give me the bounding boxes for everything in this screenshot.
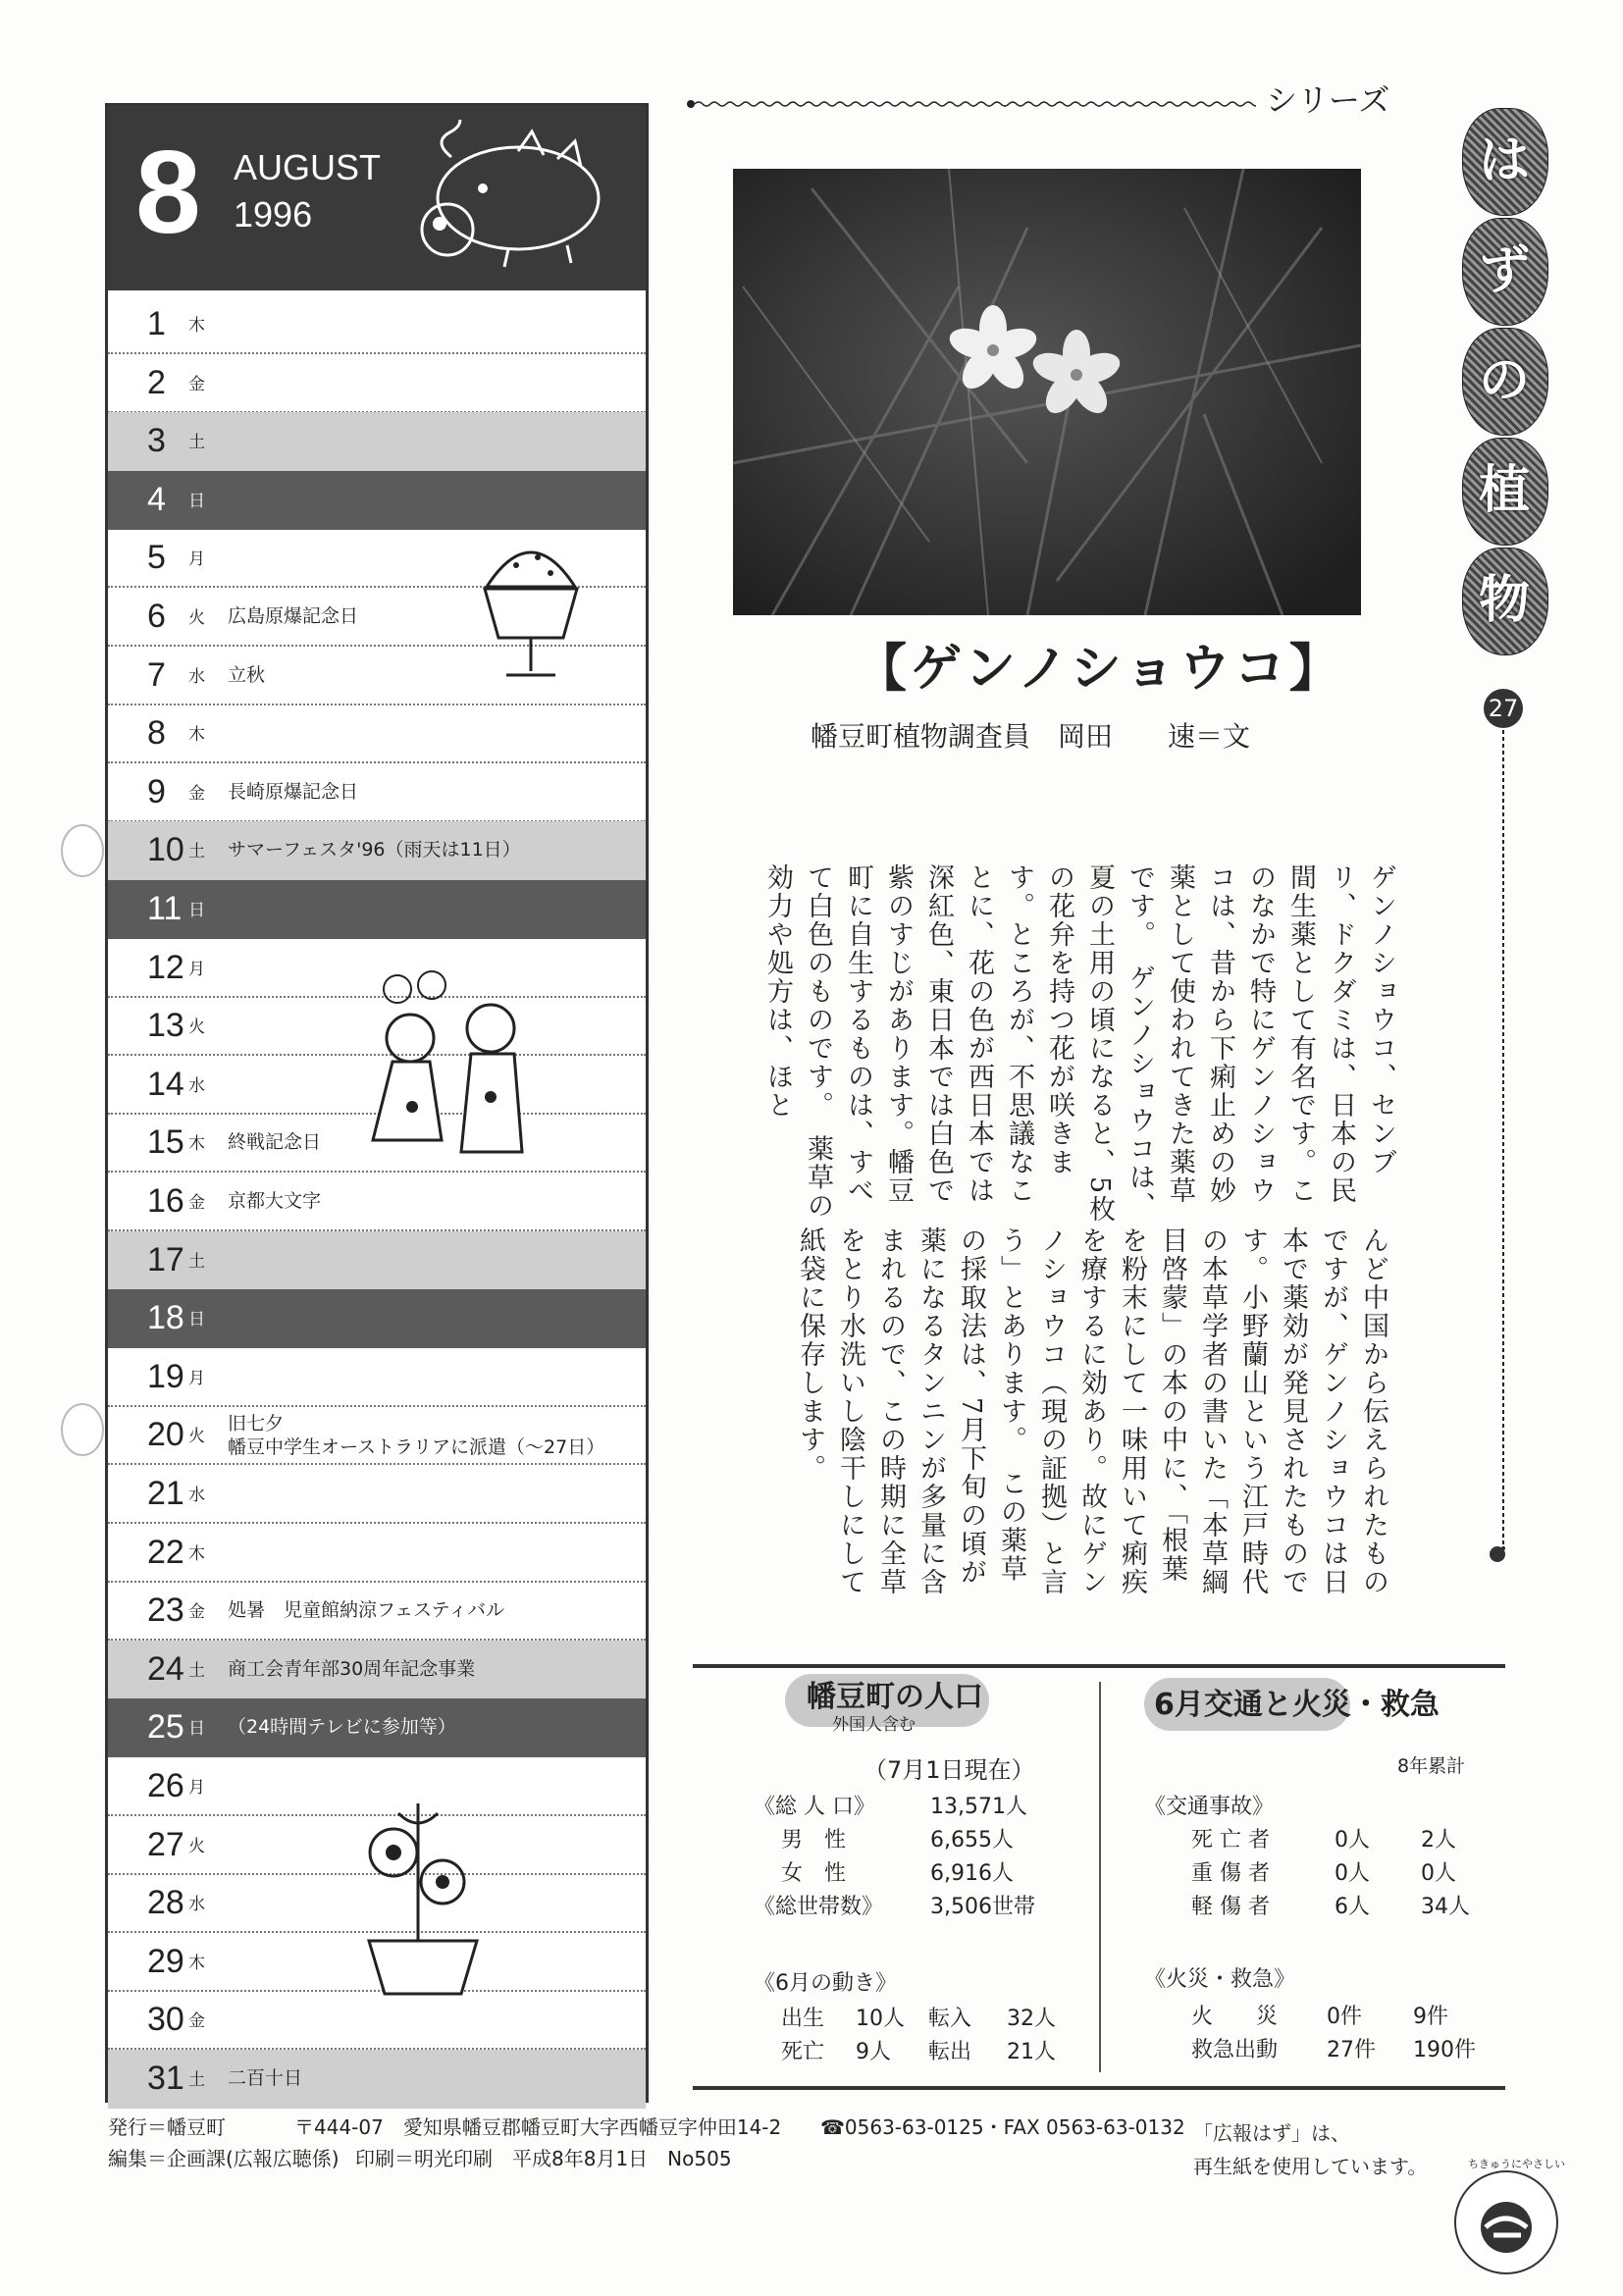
- day-weekday: 日: [188, 491, 205, 511]
- day-number: 1: [147, 305, 166, 342]
- day-weekday: 金: [188, 783, 205, 804]
- calendar-day-19: [108, 1348, 646, 1407]
- series-wavy-line: [687, 100, 1256, 108]
- day-number: 9: [147, 772, 166, 810]
- fire-total: 190件: [1413, 2038, 1476, 2062]
- stats-top-rule: [693, 1664, 1505, 1668]
- series-title-vertical: [1462, 108, 1546, 657]
- day-number: 17: [147, 1240, 184, 1278]
- traffic-cumulative-label: 8年累計: [1397, 1755, 1466, 1777]
- accident-month: 0人: [1335, 1828, 1370, 1852]
- traffic-fire-title: 《火災・救急》: [1144, 1967, 1296, 1992]
- population-value: 6,655人: [930, 1828, 1014, 1852]
- population-moves-title: 《6月の動き》: [754, 1971, 897, 1996]
- day-event: 京都大文字: [228, 1190, 322, 1212]
- day-number: 25: [147, 1708, 184, 1747]
- day-weekday: 火: [188, 1836, 205, 1856]
- day-weekday: 金: [188, 2011, 205, 2032]
- day-event: 長崎原爆記念日: [228, 780, 359, 803]
- piggy-bank-illustration: [400, 120, 626, 277]
- calendar-day-18: [108, 1289, 646, 1348]
- population-value: 3,506世帯: [930, 1895, 1035, 1919]
- move-label: 転出: [928, 2040, 972, 2064]
- day-number: 21: [147, 1475, 184, 1512]
- population-date: （7月1日現在）: [864, 1756, 1035, 1784]
- accident-label: 軽 傷 者: [1191, 1895, 1270, 1919]
- side-wavy-line: [1501, 730, 1505, 1554]
- punch-hole: [61, 1403, 104, 1456]
- fire-label: 救急出動: [1191, 2038, 1279, 2062]
- population-label: 女 性: [781, 1861, 847, 1886]
- day-event: サマーフェスタ'96（雨天は11日）: [228, 839, 521, 861]
- calendar-day-23: [108, 1582, 646, 1641]
- day-event: 旧七夕 幡豆中学生オーストラリアに派遣（〜27日）: [228, 1413, 605, 1459]
- day-number: 19: [147, 1357, 184, 1395]
- day-number: 14: [147, 1065, 184, 1103]
- calendar-day-11: [108, 880, 646, 939]
- move-label: 出生: [781, 2007, 825, 2031]
- day-weekday: 水: [188, 1075, 205, 1096]
- fire-total: 9件: [1413, 2005, 1448, 2029]
- calendar-day-1: [108, 295, 646, 354]
- day-number: 30: [147, 2001, 184, 2039]
- stats-bottom-rule: [693, 2086, 1505, 2090]
- day-weekday: 水: [188, 666, 205, 687]
- shaved-ice-illustration: [477, 528, 585, 695]
- day-weekday: 水: [188, 1895, 205, 1915]
- population-value: 6,916人: [930, 1861, 1014, 1886]
- title-char: は: [1478, 131, 1530, 190]
- title-char: の: [1478, 351, 1530, 410]
- footer-recycle-line2: 再生紙を使用しています。: [1193, 2155, 1428, 2178]
- day-number: 18: [147, 1299, 184, 1337]
- footer-recycle-line1: 「広報はず」は、: [1193, 2121, 1350, 2145]
- move-value: 32人: [1007, 2007, 1056, 2031]
- population-value: 13,571人: [930, 1795, 1027, 1819]
- accident-month: 6人: [1335, 1895, 1370, 1919]
- day-weekday: 土: [188, 1251, 205, 1272]
- accident-total: 2人: [1421, 1828, 1456, 1852]
- punch-hole: [61, 824, 104, 877]
- day-number: 28: [147, 1884, 184, 1922]
- move-label: 転入: [928, 2007, 972, 2031]
- article-title: 【ゲンノショウコ】: [856, 639, 1344, 699]
- day-number: 6: [147, 598, 166, 635]
- calendar-header: [108, 106, 646, 290]
- fire-month: 27件: [1327, 2038, 1376, 2062]
- day-weekday: 火: [188, 608, 205, 628]
- day-weekday: 日: [188, 1719, 205, 1740]
- move-value: 21人: [1007, 2040, 1056, 2064]
- population-label: 男 性: [781, 1828, 847, 1852]
- day-weekday: 月: [188, 1368, 205, 1388]
- accident-total: 0人: [1421, 1861, 1456, 1886]
- day-event: 二百十日: [228, 2067, 303, 2089]
- day-weekday: 金: [188, 374, 205, 394]
- day-number: 13: [147, 1007, 184, 1045]
- year: 1996: [234, 194, 313, 235]
- article-body-part1: ゲンノショウコ、センブリ、ドクダミは、日本の民間生薬として有名です。このなかで特にゲンノショウコは、昔から下痢止めの妙薬として使われてきた薬草です。 ゲンノショウコは、夏の土用の頃になると、5枚の花弁を持つ花が咲きます。ところが、不思議なことに、花の色が西日本では深紅色、東日本では白色で紫のすじがあります。幡豆町に自生するものは、すべて白色のものです。 薬草の効力や処方は、ほと: [762, 863, 1396, 1225]
- day-weekday: 月: [188, 959, 205, 979]
- day-number: 24: [147, 1649, 184, 1688]
- move-value: 9人: [856, 2040, 891, 2064]
- day-event: （24時間テレビに参加等）: [228, 1716, 456, 1739]
- day-weekday: 木: [188, 725, 205, 746]
- move-value: 10人: [856, 2007, 905, 2031]
- day-event: 処暑 児童館納涼フェスティバル: [228, 1599, 505, 1622]
- day-number: 22: [147, 1533, 184, 1571]
- day-number: 3: [147, 422, 166, 460]
- day-event: 広島原爆記念日: [228, 605, 359, 627]
- footer-address: 〒444-07 愛知県幡豆郡幡豆町大字西幡豆字仲田14-2: [294, 2115, 782, 2139]
- series-number-badge: 27: [1484, 689, 1523, 728]
- children-in-yukata-illustration: [353, 969, 550, 1185]
- day-event: 終戦記念日: [228, 1131, 322, 1154]
- day-weekday: 木: [188, 1953, 205, 1973]
- calendar-day-8: [108, 704, 646, 763]
- month-number: 8: [135, 127, 201, 258]
- day-number: 29: [147, 1942, 184, 1980]
- calendar-day-2: [108, 354, 646, 413]
- calendar-day-9: [108, 763, 646, 822]
- morning-glory-pot-illustration: [349, 1794, 487, 2000]
- day-weekday: 木: [188, 316, 205, 336]
- day-weekday: 土: [188, 842, 205, 862]
- accident-total: 34人: [1421, 1895, 1470, 1919]
- title-char: 物: [1478, 571, 1530, 630]
- day-number: 2: [147, 363, 166, 401]
- traffic-accident-title: 《交通事故》: [1144, 1795, 1275, 1819]
- population-label: 《総 人 口》: [754, 1795, 875, 1819]
- line-end-dot: [1490, 1546, 1505, 1562]
- day-weekday: 日: [188, 901, 205, 920]
- day-weekday: 木: [188, 1543, 205, 1564]
- calendar: [105, 103, 649, 2103]
- footer-publisher: 発行＝幡豆町: [108, 2115, 226, 2139]
- population-title: 幡豆町の人口: [807, 1680, 983, 1714]
- month-name: AUGUST: [234, 147, 382, 187]
- day-weekday: 土: [188, 2070, 205, 2090]
- move-label: 死亡: [781, 2040, 825, 2064]
- calendar-day-17: [108, 1231, 646, 1290]
- calendar-day-3: [108, 412, 646, 471]
- calendar-day-4: [108, 471, 646, 530]
- footer-phone: ☎0563-63-0125・FAX 0563-63-0132: [820, 2115, 1185, 2139]
- day-weekday: 木: [188, 1134, 205, 1155]
- day-weekday: 金: [188, 1193, 205, 1213]
- calendar-day-24: [108, 1641, 646, 1699]
- calendar-day-10: [108, 821, 646, 880]
- day-number: 16: [147, 1182, 184, 1220]
- day-weekday: 火: [188, 1427, 205, 1447]
- day-number: 7: [147, 655, 166, 694]
- day-number: 31: [147, 2060, 184, 2097]
- day-weekday: 月: [188, 549, 205, 570]
- calendar-day-31: [108, 2050, 646, 2109]
- series-label: シリーズ: [1266, 81, 1390, 119]
- day-weekday: 火: [188, 1018, 205, 1038]
- day-number: 26: [147, 1767, 184, 1804]
- day-weekday: 水: [188, 1486, 205, 1505]
- day-number: 8: [147, 714, 166, 753]
- population-label: 《総世帯数》: [754, 1895, 884, 1919]
- fire-label: 火 災: [1191, 2005, 1279, 2029]
- accident-label: 死 亡 者: [1191, 1828, 1270, 1852]
- day-weekday: 土: [188, 433, 205, 453]
- day-weekday: 土: [188, 1660, 205, 1681]
- day-number: 11: [147, 890, 183, 927]
- day-number: 5: [147, 539, 166, 577]
- population-subtitle: 外国人含む: [832, 1715, 916, 1735]
- day-number: 23: [147, 1592, 184, 1630]
- calendar-day-30: [108, 1991, 646, 2050]
- day-weekday: 月: [188, 1778, 205, 1798]
- article-body-part2: んど中国から伝えられたものですが、ゲンノショウコは日本で薬効が発見されたものです。小野蘭山という江戸時代の本草学者の書いた「本草綱目啓蒙」の本の中に、「根葉を粉末にして一味用いて痢疾を療するに効あり。故にゲンノショウコ（現の証拠）と言う」とあります。 この薬草の採取法は、7月下旬の頃が薬になるタンニンが多量に含まれるので、この時期に全草をとり水洗いし陰干しにして紙袋に保存します。: [795, 1226, 1388, 1596]
- day-number: 4: [147, 480, 166, 518]
- stats-divider: [1099, 1682, 1101, 2072]
- eco-logo-text: ちきゅうにやさしい: [1468, 2158, 1565, 2170]
- day-number: 10: [147, 831, 184, 869]
- fire-month: 0件: [1327, 2005, 1362, 2029]
- accident-label: 重 傷 者: [1191, 1861, 1270, 1886]
- day-event: 商工会青年部30周年記念事業: [228, 1657, 476, 1680]
- title-char: ず: [1478, 241, 1530, 300]
- footer-printer: 印刷＝明光印刷 平成8年8月1日 No505: [355, 2147, 732, 2170]
- accident-month: 0人: [1335, 1861, 1370, 1886]
- day-number: 15: [147, 1123, 184, 1162]
- genno-shoko-flower-photo: [733, 169, 1361, 615]
- title-char: 植: [1478, 461, 1530, 520]
- calendar-day-21: [108, 1465, 646, 1524]
- day-weekday: 日: [188, 1310, 205, 1331]
- footer-editor: 編集＝企画課(広報広聴係): [108, 2147, 340, 2170]
- day-event: 立秋: [228, 663, 266, 686]
- day-weekday: 金: [188, 1602, 205, 1623]
- day-number: 20: [147, 1416, 184, 1454]
- eco-logo: [1454, 2170, 1558, 2274]
- day-number: 27: [147, 1825, 184, 1863]
- day-number: 12: [147, 948, 184, 986]
- traffic-title: 6月交通と火災・救急: [1154, 1688, 1440, 1722]
- article-byline: 幡豆町植物調査員 岡田 速＝文: [811, 720, 1251, 753]
- calendar-day-22: [108, 1524, 646, 1583]
- calendar-day-25: [108, 1698, 646, 1757]
- calendar-day-20: [108, 1406, 646, 1465]
